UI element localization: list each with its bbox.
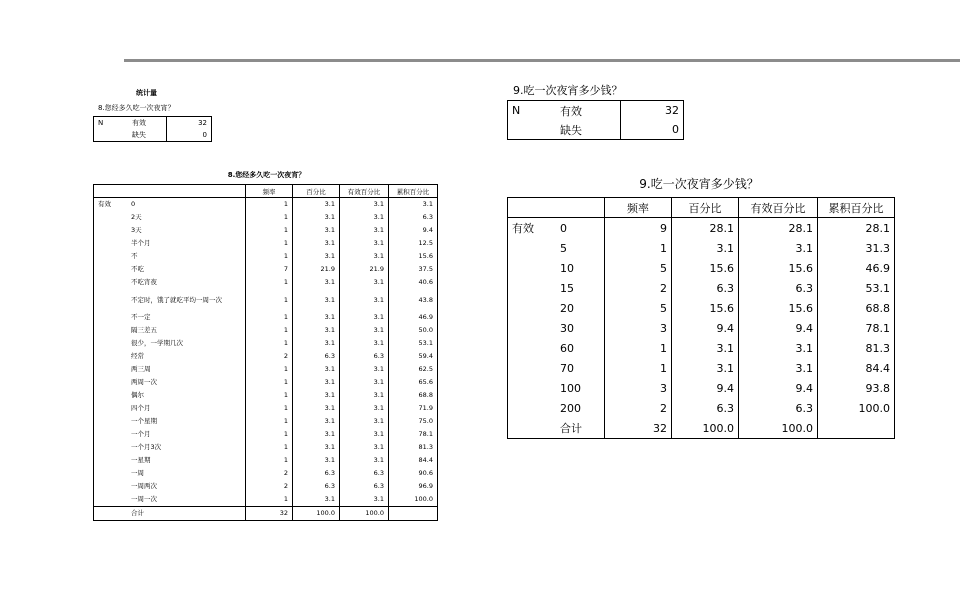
group-cell xyxy=(94,263,128,276)
row-label: 15 xyxy=(560,281,574,295)
cell-pct: 3.1 xyxy=(293,250,340,263)
cell-valid: 3.1 xyxy=(340,415,389,428)
group-cell xyxy=(508,378,557,398)
cell-pct: 3.1 xyxy=(293,276,340,289)
stats8-missing-label: 缺失 xyxy=(132,131,146,139)
group-cell xyxy=(94,454,128,467)
cell-cum xyxy=(818,418,895,439)
cell-freq: 1 xyxy=(246,237,293,250)
table-row xyxy=(94,376,438,389)
table-row xyxy=(508,358,895,378)
row-label: 不 xyxy=(131,252,138,260)
cell-cum: 12.5 xyxy=(389,237,438,250)
row-label: 3天 xyxy=(131,226,142,234)
cell-pct: 9.4 xyxy=(672,378,739,398)
freq9-title: 9.吃一次夜宵多少钱？ xyxy=(639,177,759,191)
cell-valid: 9.4 xyxy=(739,318,818,338)
cell-valid: 3.1 xyxy=(340,198,389,212)
group-cell xyxy=(94,363,128,376)
stats9-title: 9.吃一次夜宵多少钱？ xyxy=(513,84,623,97)
cell-pct: 3.1 xyxy=(293,441,340,454)
cell-freq: 1 xyxy=(246,376,293,389)
table-row xyxy=(94,211,438,224)
cell-pct: 3.1 xyxy=(293,428,340,441)
row-label: 合计 xyxy=(127,507,246,521)
cell-pct: 100.0 xyxy=(672,418,739,439)
cell-freq: 2 xyxy=(246,480,293,493)
cell-pct: 6.3 xyxy=(293,480,340,493)
row-label: 70 xyxy=(560,361,574,375)
cell-valid: 3.1 xyxy=(340,276,389,289)
stats9-table xyxy=(507,100,684,140)
group-cell xyxy=(508,278,557,298)
cell-valid: 6.3 xyxy=(739,278,818,298)
cell-valid: 3.1 xyxy=(340,402,389,415)
table-row xyxy=(508,398,895,418)
cell-pct: 3.1 xyxy=(293,237,340,250)
cell-cum: 53.1 xyxy=(818,278,895,298)
group-cell xyxy=(508,418,557,439)
table-row xyxy=(508,278,895,298)
row-label: 2天 xyxy=(131,213,142,221)
cell-freq: 1 xyxy=(246,428,293,441)
group-cell xyxy=(94,402,128,415)
cell-pct: 3.1 xyxy=(293,211,340,224)
group-cell xyxy=(508,358,557,378)
row-label: 一个月3次 xyxy=(131,443,162,451)
cell-freq: 7 xyxy=(246,263,293,276)
row-label: 两周一次 xyxy=(131,378,157,386)
freq8-title: 8.您经多久吃一次夜宵？ xyxy=(227,171,306,179)
cell-cum: 50.0 xyxy=(389,324,438,337)
cell-cum: 96.9 xyxy=(389,480,438,493)
cell-pct: 6.3 xyxy=(293,350,340,363)
row-label: 200 xyxy=(560,401,581,415)
cell-valid: 3.1 xyxy=(340,441,389,454)
cell-valid: 3.1 xyxy=(340,454,389,467)
total-row xyxy=(508,418,895,439)
table-row xyxy=(508,218,895,239)
cell-cum: 84.4 xyxy=(818,358,895,378)
group-cell xyxy=(94,250,128,263)
stats8-table xyxy=(93,116,212,142)
table-row xyxy=(508,238,895,258)
cell-cum: 68.8 xyxy=(389,389,438,402)
cell-pct: 3.1 xyxy=(293,389,340,402)
row-label: 半个月 xyxy=(131,239,151,247)
cell-cum: 46.9 xyxy=(389,311,438,324)
row-label: 经常 xyxy=(131,352,144,360)
total-row xyxy=(94,507,438,521)
row-label: 合计 xyxy=(560,422,582,435)
cell-valid: 3.1 xyxy=(340,324,389,337)
row-label: 不一定 xyxy=(131,313,151,321)
cell-pct: 3.1 xyxy=(293,376,340,389)
freq8-header-valid: 有效百分比 xyxy=(340,185,389,198)
cell-cum: 84.4 xyxy=(389,454,438,467)
table-row xyxy=(94,428,438,441)
table-row xyxy=(508,318,895,338)
stats9-missing-value: 0 xyxy=(621,120,684,140)
cell-valid: 15.6 xyxy=(739,298,818,318)
row-label: 一周 xyxy=(131,469,144,477)
cell-cum: 46.9 xyxy=(818,258,895,278)
cell-cum: 75.0 xyxy=(389,415,438,428)
table-row xyxy=(94,324,438,337)
cell-valid: 3.1 xyxy=(340,250,389,263)
cell-pct: 3.1 xyxy=(293,289,340,311)
cell-cum: 93.8 xyxy=(818,378,895,398)
cell-freq: 1 xyxy=(246,276,293,289)
row-label: 60 xyxy=(560,341,574,355)
cell-pct: 3.1 xyxy=(293,311,340,324)
freq8-table xyxy=(93,184,438,521)
group-cell xyxy=(94,507,128,521)
cell-freq: 32 xyxy=(246,507,293,521)
cell-valid: 3.1 xyxy=(340,493,389,507)
table-row xyxy=(94,237,438,250)
cell-cum: 65.6 xyxy=(389,376,438,389)
group-cell xyxy=(94,311,128,324)
cell-valid: 3.1 xyxy=(340,376,389,389)
row-label: 一周两次 xyxy=(131,482,157,490)
cell-valid: 3.1 xyxy=(739,338,818,358)
stats8-subtitle: 8.您经多久吃一次夜宵？ xyxy=(98,104,175,112)
cell-pct: 6.3 xyxy=(672,278,739,298)
group-cell xyxy=(508,258,557,278)
row-label: 一周一次 xyxy=(131,495,157,503)
table-row xyxy=(94,493,438,507)
stats9-n-label: N xyxy=(512,104,521,117)
row-label: 10 xyxy=(560,261,574,275)
cell-pct: 3.1 xyxy=(293,224,340,237)
cell-pct: 3.1 xyxy=(293,415,340,428)
row-label: 0 xyxy=(131,200,136,208)
cell-valid: 3.1 xyxy=(340,428,389,441)
cell-valid: 100.0 xyxy=(739,418,818,439)
table-row xyxy=(94,198,438,212)
cell-cum: 6.3 xyxy=(389,211,438,224)
cell-pct: 21.9 xyxy=(293,263,340,276)
cell-pct: 15.6 xyxy=(672,298,739,318)
cell-cum: 31.3 xyxy=(818,238,895,258)
cell-pct: 3.1 xyxy=(293,363,340,376)
cell-cum: 43.8 xyxy=(389,289,438,311)
table-row xyxy=(94,467,438,480)
group-cell xyxy=(94,480,128,493)
cell-freq: 1 xyxy=(246,198,293,212)
table-row xyxy=(94,311,438,324)
cell-freq: 3 xyxy=(605,318,672,338)
table-row xyxy=(94,337,438,350)
cell-valid: 6.3 xyxy=(340,480,389,493)
cell-pct: 3.1 xyxy=(293,198,340,212)
group-cell xyxy=(94,289,128,311)
cell-pct: 28.1 xyxy=(672,218,739,239)
group-cell xyxy=(94,441,128,454)
group-cell xyxy=(508,298,557,318)
row-label: 5 xyxy=(560,241,567,255)
cell-cum: 59.4 xyxy=(389,350,438,363)
row-label: 偶尔 xyxy=(131,391,144,399)
cell-pct: 3.1 xyxy=(293,337,340,350)
cell-cum: 62.5 xyxy=(389,363,438,376)
cell-pct: 6.3 xyxy=(293,467,340,480)
group-cell xyxy=(94,324,128,337)
freq9-header-valid: 有效百分比 xyxy=(739,198,818,218)
cell-freq: 2 xyxy=(605,278,672,298)
row-label: 一个月 xyxy=(131,430,151,438)
cell-freq: 1 xyxy=(605,338,672,358)
cell-pct: 3.1 xyxy=(293,493,340,507)
cell-cum: 100.0 xyxy=(389,493,438,507)
row-label: 0 xyxy=(560,221,567,235)
cell-pct: 6.3 xyxy=(672,398,739,418)
cell-cum: 28.1 xyxy=(818,218,895,239)
cell-valid: 3.1 xyxy=(340,211,389,224)
row-label: 20 xyxy=(560,301,574,315)
table-row xyxy=(508,338,895,358)
group-cell xyxy=(94,211,128,224)
cell-valid: 3.1 xyxy=(340,224,389,237)
group-cell xyxy=(508,338,557,358)
cell-freq: 1 xyxy=(246,324,293,337)
cell-freq: 5 xyxy=(605,298,672,318)
cell-cum: 78.1 xyxy=(389,428,438,441)
cell-cum: 40.6 xyxy=(389,276,438,289)
stats8-title: 统计量 xyxy=(136,89,157,97)
table-row xyxy=(508,298,895,318)
cell-valid: 3.1 xyxy=(340,363,389,376)
freq9-header-cum: 累积百分比 xyxy=(818,198,895,218)
cell-freq: 5 xyxy=(605,258,672,278)
group-cell xyxy=(94,428,128,441)
group-cell xyxy=(94,276,128,289)
row-label: 两三周 xyxy=(131,365,151,373)
group-cell xyxy=(94,224,128,237)
table-row xyxy=(94,350,438,363)
cell-valid: 6.3 xyxy=(739,398,818,418)
cell-freq: 1 xyxy=(246,311,293,324)
cell-pct: 3.1 xyxy=(672,338,739,358)
cell-valid: 3.1 xyxy=(739,358,818,378)
cell-freq: 1 xyxy=(246,211,293,224)
cell-freq: 3 xyxy=(605,378,672,398)
cell-freq: 1 xyxy=(246,337,293,350)
cell-freq: 1 xyxy=(246,363,293,376)
cell-freq: 9 xyxy=(605,218,672,239)
cell-pct: 9.4 xyxy=(672,318,739,338)
table-row xyxy=(508,378,895,398)
cell-cum: 71.9 xyxy=(389,402,438,415)
cell-valid: 3.1 xyxy=(739,238,818,258)
cell-pct: 15.6 xyxy=(672,258,739,278)
group-cell xyxy=(508,238,557,258)
stats8-valid-label: 有效 xyxy=(132,119,146,127)
cell-cum: 15.6 xyxy=(389,250,438,263)
group-cell xyxy=(508,318,557,338)
group-cell xyxy=(94,337,128,350)
cell-freq: 2 xyxy=(246,467,293,480)
cell-pct: 100.0 xyxy=(293,507,340,521)
cell-cum: 81.3 xyxy=(389,441,438,454)
cell-cum: 53.1 xyxy=(389,337,438,350)
cell-valid: 3.1 xyxy=(340,311,389,324)
row-label: 隔三差五 xyxy=(131,326,157,334)
table-row xyxy=(94,289,438,311)
table-row xyxy=(94,224,438,237)
stats9-missing-label: 缺失 xyxy=(560,123,582,137)
table-row xyxy=(94,363,438,376)
group-cell xyxy=(94,350,128,363)
cell-valid: 3.1 xyxy=(340,337,389,350)
freq8-header-freq: 频率 xyxy=(246,185,293,198)
group-cell xyxy=(508,398,557,418)
cell-freq: 1 xyxy=(246,493,293,507)
group-cell xyxy=(94,415,128,428)
cell-freq: 1 xyxy=(605,358,672,378)
cell-valid: 6.3 xyxy=(340,350,389,363)
header-rule xyxy=(124,59,960,62)
row-label: 不吃宵夜 xyxy=(131,278,157,286)
cell-valid: 9.4 xyxy=(739,378,818,398)
row-label: 30 xyxy=(560,321,574,335)
row-label: 不吃 xyxy=(131,265,144,273)
group-cell xyxy=(94,237,128,250)
table-row xyxy=(94,441,438,454)
table-row xyxy=(94,402,438,415)
table-row xyxy=(94,454,438,467)
cell-freq: 32 xyxy=(605,418,672,439)
cell-valid: 28.1 xyxy=(739,218,818,239)
cell-valid: 21.9 xyxy=(340,263,389,276)
freq8-header-pct: 百分比 xyxy=(293,185,340,198)
freq9-header-pct: 百分比 xyxy=(672,198,739,218)
table-row xyxy=(94,415,438,428)
group-cell xyxy=(94,467,128,480)
row-label: 100 xyxy=(560,381,581,395)
table-row xyxy=(94,480,438,493)
cell-freq: 1 xyxy=(246,441,293,454)
stats9-valid-label: 有效 xyxy=(560,104,582,118)
stats9-valid-value: 32 xyxy=(621,101,684,121)
cell-pct: 3.1 xyxy=(293,454,340,467)
cell-cum: 78.1 xyxy=(818,318,895,338)
cell-valid: 100.0 xyxy=(340,507,389,521)
cell-freq: 1 xyxy=(246,402,293,415)
stats8-n-label: N xyxy=(94,117,129,130)
group-label: 有效 xyxy=(512,222,534,235)
table-row xyxy=(94,389,438,402)
cell-pct: 3.1 xyxy=(672,238,739,258)
group-cell xyxy=(94,376,128,389)
cell-cum: 100.0 xyxy=(818,398,895,418)
cell-freq: 1 xyxy=(246,289,293,311)
cell-pct: 3.1 xyxy=(293,324,340,337)
cell-valid: 6.3 xyxy=(340,467,389,480)
cell-valid: 3.1 xyxy=(340,237,389,250)
row-label: 一星期 xyxy=(131,456,151,464)
table-row xyxy=(94,263,438,276)
freq8-header-cum: 累积百分比 xyxy=(389,185,438,198)
group-cell xyxy=(94,493,128,507)
table-row xyxy=(94,276,438,289)
cell-freq: 2 xyxy=(605,398,672,418)
cell-valid: 15.6 xyxy=(739,258,818,278)
group-cell xyxy=(94,389,128,402)
cell-valid: 3.1 xyxy=(340,289,389,311)
cell-freq: 1 xyxy=(246,454,293,467)
cell-freq: 1 xyxy=(246,250,293,263)
freq9-header-freq: 频率 xyxy=(605,198,672,218)
freq9-table xyxy=(507,197,895,439)
row-label: 四个月 xyxy=(131,404,151,412)
cell-pct: 3.1 xyxy=(672,358,739,378)
row-label: 很少，一学期几次 xyxy=(131,339,183,347)
cell-valid: 3.1 xyxy=(340,389,389,402)
stats8-valid-value: 32 xyxy=(167,117,212,130)
cell-cum: 9.4 xyxy=(389,224,438,237)
cell-freq: 1 xyxy=(246,389,293,402)
stats8-missing-value: 0 xyxy=(167,129,212,142)
cell-freq: 1 xyxy=(246,415,293,428)
cell-cum: 68.8 xyxy=(818,298,895,318)
cell-freq: 1 xyxy=(605,238,672,258)
row-label: 不定时，饿了就吃平均一周一次 xyxy=(131,295,222,304)
table-row xyxy=(508,258,895,278)
cell-cum: 90.6 xyxy=(389,467,438,480)
cell-cum: 37.5 xyxy=(389,263,438,276)
cell-cum: 81.3 xyxy=(818,338,895,358)
cell-freq: 2 xyxy=(246,350,293,363)
cell-cum: 3.1 xyxy=(389,198,438,212)
row-label: 一个星期 xyxy=(131,417,157,425)
cell-freq: 1 xyxy=(246,224,293,237)
group-label: 有效 xyxy=(98,200,111,208)
cell-pct: 3.1 xyxy=(293,402,340,415)
table-row xyxy=(94,250,438,263)
cell-cum xyxy=(389,507,438,521)
